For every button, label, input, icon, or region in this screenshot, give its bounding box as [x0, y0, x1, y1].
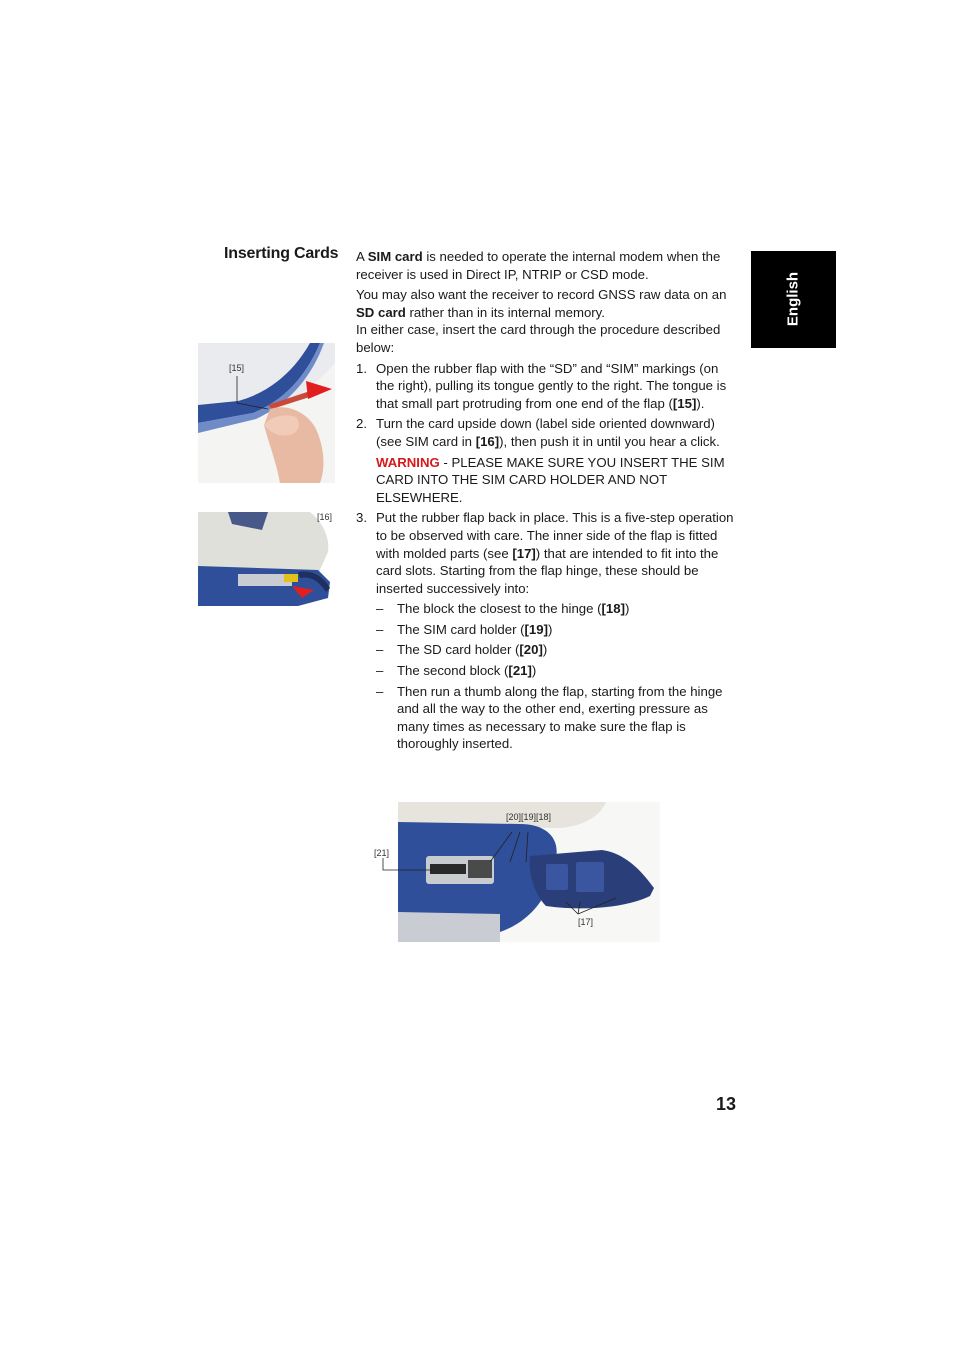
warning-text: - PLEASE MAKE SURE YOU INSERT THE SIM CARD INTO THE SIM CARD HOLDER AND NOT ELSEWHERE. [376, 454, 725, 505]
step-2: 2. Turn the card upside down (label side oriented downward) (see SIM card in [16]), then push it in until you hear a click. [356, 416, 720, 449]
figure-label-20-19-18: [20][19][18] [506, 812, 552, 822]
figure-label-21: [21] [374, 848, 390, 858]
figure-label-17: [17] [578, 917, 594, 927]
section-title: Inserting Cards [224, 245, 339, 262]
language-tab-label: English [784, 271, 802, 327]
substep-2: – The SIM card holder ([19]) [376, 621, 553, 637]
figure-16-photo [198, 512, 335, 606]
step-1: 1. Open the rubber flap with the “SD” and “SIM” markings (on the right), pulling its tongue gently to the right. The tongue is that small part protruding from one end of the flap ([15]). [356, 360, 727, 411]
step-number: 2. [356, 416, 367, 432]
language-tab [751, 251, 836, 348]
substep-5: – Then run a thumb along the flap, starting from the hinge and all the way to the other end, exerting pressure as many times as necessary to make sure the flap is thoroughly inserted. [376, 683, 723, 752]
intro-paragraph-2: You may also want the receiver to record GNSS raw data on an SD card rather than in its internal memory. [356, 287, 727, 320]
substep-1: – The block the closest to the hinge ([18]) [376, 601, 630, 617]
substep-4: – The second block ([21]) [376, 663, 537, 679]
body-text [356, 248, 736, 756]
step-number: 1. [356, 360, 367, 376]
step-number: 3. [356, 510, 367, 526]
warning-label: WARNING [376, 454, 440, 470]
page-number: 13 [716, 1094, 737, 1114]
warning-note [356, 454, 736, 507]
figure-16-label: [16] [317, 512, 333, 522]
figure-flap-parts-photo [370, 802, 660, 942]
intro-paragraph-1: A SIM card is needed to operate the internal modem when the receiver is used in Direct IP, NTRIP or CSD mode. [356, 249, 721, 282]
substep-3: – The SD card holder ([20]) [376, 642, 548, 658]
step-3: 3. Put the rubber flap back in place. This is a five-step operation to be observed with care. The inner side of the flap is fitted with molded parts (see [17]) that are intended to fit into the card slots. Starting from the flap hinge, these should be inserted successively into: [356, 510, 734, 596]
figure-15-label: [15] [229, 363, 245, 373]
intro-paragraph-3: In either case, insert the card through the procedure described below: [356, 322, 721, 355]
figure-15-photo [198, 343, 335, 483]
